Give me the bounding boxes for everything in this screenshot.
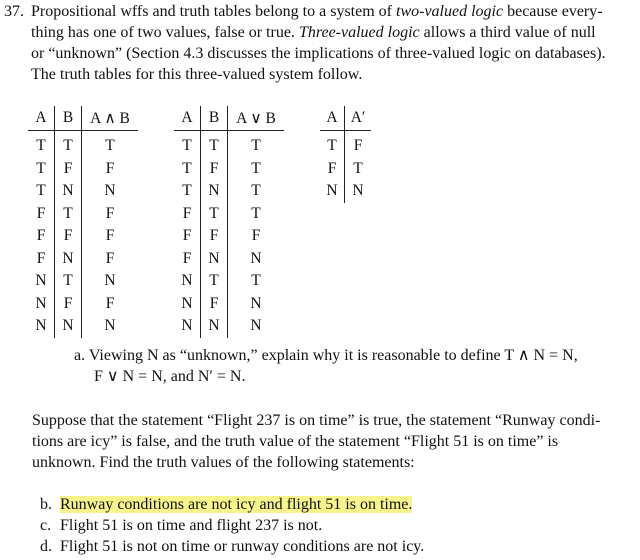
table-cell: N [201, 315, 228, 338]
table-cell: T [182, 182, 192, 200]
table-cell: T [345, 158, 372, 181]
table-row [28, 158, 138, 181]
table-cell: F [55, 225, 82, 248]
table-cell: F [55, 293, 82, 316]
header-a: A [174, 106, 201, 131]
scenario-paragraph [32, 410, 632, 473]
table-cell: F [82, 293, 139, 316]
intro-line-4: The truth tables for this three-valued system follow. [31, 66, 363, 83]
table-cell: N [181, 272, 193, 290]
header-a: A [320, 106, 345, 131]
question-a-line-2: F ∨ N = N, and N′ = N. [94, 368, 246, 385]
table-cell: F [36, 227, 46, 245]
table-row [174, 203, 284, 226]
table-cell: F [327, 159, 337, 177]
table-cell: T [228, 158, 285, 181]
table-cell: T [36, 182, 46, 200]
table-cell: N [82, 315, 139, 338]
table-cell: N [35, 317, 47, 335]
intro-line-3: or “unknown” (Section 4.3 discusses the implications of three-valued logic on databases). [31, 45, 606, 62]
table-cell: N [326, 182, 338, 200]
table-cell: F [36, 204, 46, 222]
table-cell: N [82, 180, 139, 203]
table-row [28, 293, 138, 316]
truth-table-or [174, 106, 284, 338]
truth-table-and [28, 106, 138, 338]
table-cell: T [228, 180, 285, 203]
question-d-label: d. [40, 538, 52, 555]
table-cell: N [228, 293, 285, 316]
question-d [40, 536, 424, 557]
table-cell: N [228, 315, 285, 338]
question-a [74, 345, 578, 387]
table-cell: F [82, 248, 139, 271]
table-cell: F [201, 293, 228, 316]
table-row [28, 315, 138, 338]
question-d-text: Flight 51 is not on time or runway conditions are not icy. [60, 538, 425, 555]
table-row [28, 180, 138, 203]
question-b [40, 494, 412, 515]
table-cell: T [55, 203, 82, 226]
table-cell: F [345, 131, 372, 158]
header-a-and-b: A ∧ B [82, 106, 139, 131]
table-cell: T [182, 137, 192, 155]
intro-term-three-valued: Three-valued logic [298, 24, 420, 41]
problem-number: 37. [4, 3, 24, 20]
question-b-text: Runway conditions are not icy and flight 51 is on time. [60, 496, 413, 513]
table-cell: F [82, 158, 139, 181]
table-cell: N [228, 248, 285, 271]
table-cell: T [201, 270, 228, 293]
table-cell: N [345, 180, 372, 203]
table-cell: T [228, 131, 285, 158]
problem-intro [4, 1, 630, 85]
table-cell: T [201, 203, 228, 226]
table-cell: N [181, 317, 193, 335]
table-row [174, 225, 284, 248]
question-a-label: a. [74, 347, 86, 364]
table-cell: N [181, 294, 193, 312]
table-row [28, 270, 138, 293]
table-row [174, 248, 284, 271]
table-cell: F [55, 158, 82, 181]
intro-term-two-valued: two-valued logic [396, 3, 504, 20]
table-cell: T [327, 137, 337, 155]
table-cell: T [228, 270, 285, 293]
table-cell: N [35, 294, 47, 312]
table-row [174, 158, 284, 181]
header-b: B [55, 106, 82, 131]
table-row [28, 248, 138, 271]
table-cell: F [82, 225, 139, 248]
table-row [174, 131, 284, 158]
table-cell: F [201, 158, 228, 181]
intro-line-1b: because every- [503, 3, 603, 20]
table-cell: T [228, 203, 285, 226]
question-c-text: Flight 51 is on time and flight 237 is not. [60, 517, 323, 534]
table-cell: N [55, 180, 82, 203]
table-row [174, 293, 284, 316]
table-cell: N [82, 270, 139, 293]
question-b-label: b. [40, 496, 52, 513]
truth-table-not [320, 106, 371, 203]
question-a-line-1: Viewing N as “unknown,” explain why it is reasonable to define T ∧ N = N, [88, 347, 578, 364]
table-row [28, 203, 138, 226]
table-row [174, 180, 284, 203]
table-cell: N [55, 315, 82, 338]
scenario-line-2: tions are icy” is false, and the truth value of the statement “Flight 51 is on time” is [32, 433, 559, 450]
table-row [174, 270, 284, 293]
table-cell: N [201, 180, 228, 203]
table-cell: T [55, 270, 82, 293]
table-cell: N [35, 272, 47, 290]
table-cell: N [55, 248, 82, 271]
scenario-line-1: Suppose that the statement “Flight 237 is on time” is true, the statement “Runway condi- [32, 412, 601, 429]
table-cell: T [36, 159, 46, 177]
question-c-label: c. [40, 517, 52, 534]
table-cell: F [201, 225, 228, 248]
table-cell: F [36, 249, 46, 267]
table-cell: F [182, 249, 192, 267]
header-a-prime: A′ [345, 106, 372, 131]
scenario-line-3: unknown. Find the truth values of the following statements: [32, 454, 415, 471]
table-row [28, 225, 138, 248]
table-row [174, 315, 284, 338]
table-cell: F [182, 204, 192, 222]
table-cell: F [82, 203, 139, 226]
table-cell: T [182, 159, 192, 177]
table-cell: T [82, 131, 139, 158]
header-a-or-b: A ∨ B [228, 106, 285, 131]
table-cell: F [182, 227, 192, 245]
table-cell: T [201, 131, 228, 158]
table-row [28, 131, 138, 158]
table-row [320, 180, 371, 203]
table-cell: T [55, 131, 82, 158]
table-row [320, 131, 371, 158]
header-a: A [28, 106, 55, 131]
question-c [40, 515, 322, 536]
header-b: B [201, 106, 228, 131]
intro-line-2a: thing has one of two values, false or true. [31, 24, 299, 41]
table-cell: F [228, 225, 285, 248]
intro-line-1a: Propositional wffs and truth tables belong to a system of [31, 3, 396, 20]
table-cell: N [201, 248, 228, 271]
table-row [320, 158, 371, 181]
intro-line-2b: allows a third value of null [419, 24, 596, 41]
table-cell: T [36, 137, 46, 155]
